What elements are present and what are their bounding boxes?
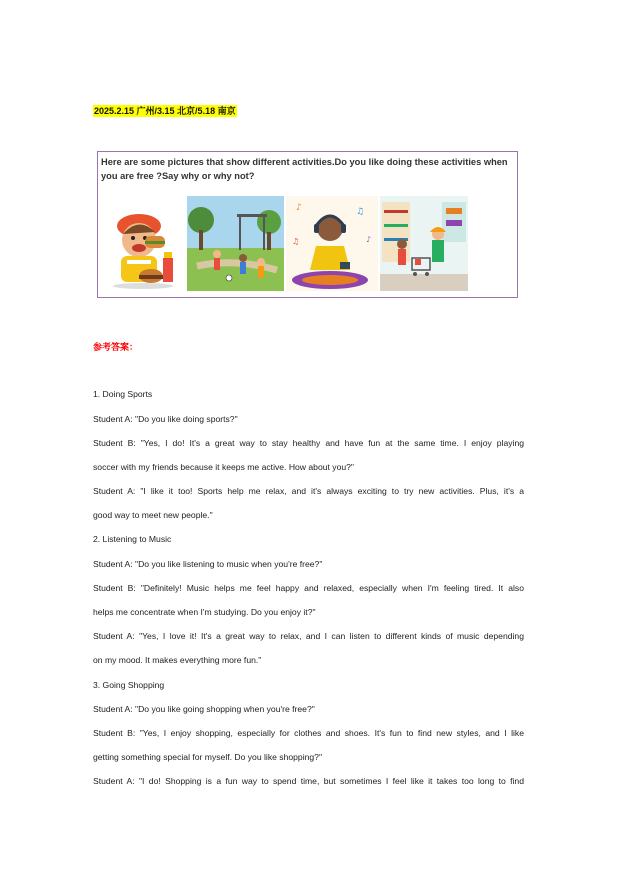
dialogue-line: on my mood. It makes everything more fun." — [93, 655, 262, 665]
dialogue-line: soccer with my friends because it keeps me active. How about you?" — [93, 462, 354, 472]
svg-text:♫: ♫ — [356, 207, 365, 217]
task-prompt-text — [101, 155, 515, 183]
svg-text:♪: ♪ — [366, 235, 372, 244]
sports-image — [187, 196, 284, 291]
dialogue-line: Student A: "Do you like doing sports?" — [93, 414, 238, 424]
dialogue-line: Student A: "Do you like listening to music when you're free?" — [93, 559, 323, 569]
music-image — [286, 196, 378, 291]
exam-date-tag: 2025.2.15 广州/3.15 北京/5.18 南京 — [94, 106, 236, 116]
reference-answer-label: 参考答案： — [93, 342, 139, 352]
task-prompt-line-2: you are free ?Say why or why not? — [101, 171, 255, 181]
section-heading-music: 2. Listening to Music — [93, 534, 172, 544]
section-heading-shopping: 3. Going Shopping — [93, 680, 165, 690]
dialogue-line: Student A: "Do you like going shopping when you're free?" — [93, 704, 315, 714]
task-prompt-box — [97, 151, 518, 298]
section-heading-sports: 1. Doing Sports — [93, 389, 153, 399]
dialogue-line: Student B: "Yes, I do! It's a great way to stay healthy and have fun at the same time. I enjoy playing — [93, 438, 524, 448]
dialogue-line: Student B: "Yes, I enjoy shopping, especially for clothes and shoes. It's fun to find new styles, and I like — [93, 728, 524, 738]
dialogue-line: Student A: "I like it too! Sports help me relax, and it's always exciting to try new activities. Plus, it's a — [93, 486, 524, 496]
dialogue-line: good way to meet new people." — [93, 510, 213, 520]
dialogue-line: Student A: "I do! Shopping is a fun way to spend time, but sometimes I feel like it takes too long to find — [93, 776, 524, 786]
dialogue-line: Student B: "Definitely! Music helps me feel happy and relaxed, especially when I'm feeling tired. It also — [93, 583, 524, 593]
eating-image — [101, 196, 185, 291]
task-prompt-line-1: Here are some pictures that show different activities.Do you like doing these activities when — [101, 157, 508, 167]
dialogue-line: getting something special for myself. Do you like shopping?" — [93, 752, 322, 762]
shopping-image — [380, 196, 468, 291]
svg-text:♫: ♫ — [292, 237, 300, 246]
dialogue-line: Student A: "Yes, I love it! It's a great way to relax, and I can listen to different kinds of music depending — [93, 631, 524, 641]
svg-text:♪: ♪ — [296, 203, 302, 213]
dialogue-line: helps me concentrate when I'm studying. Do you enjoy it?" — [93, 607, 316, 617]
